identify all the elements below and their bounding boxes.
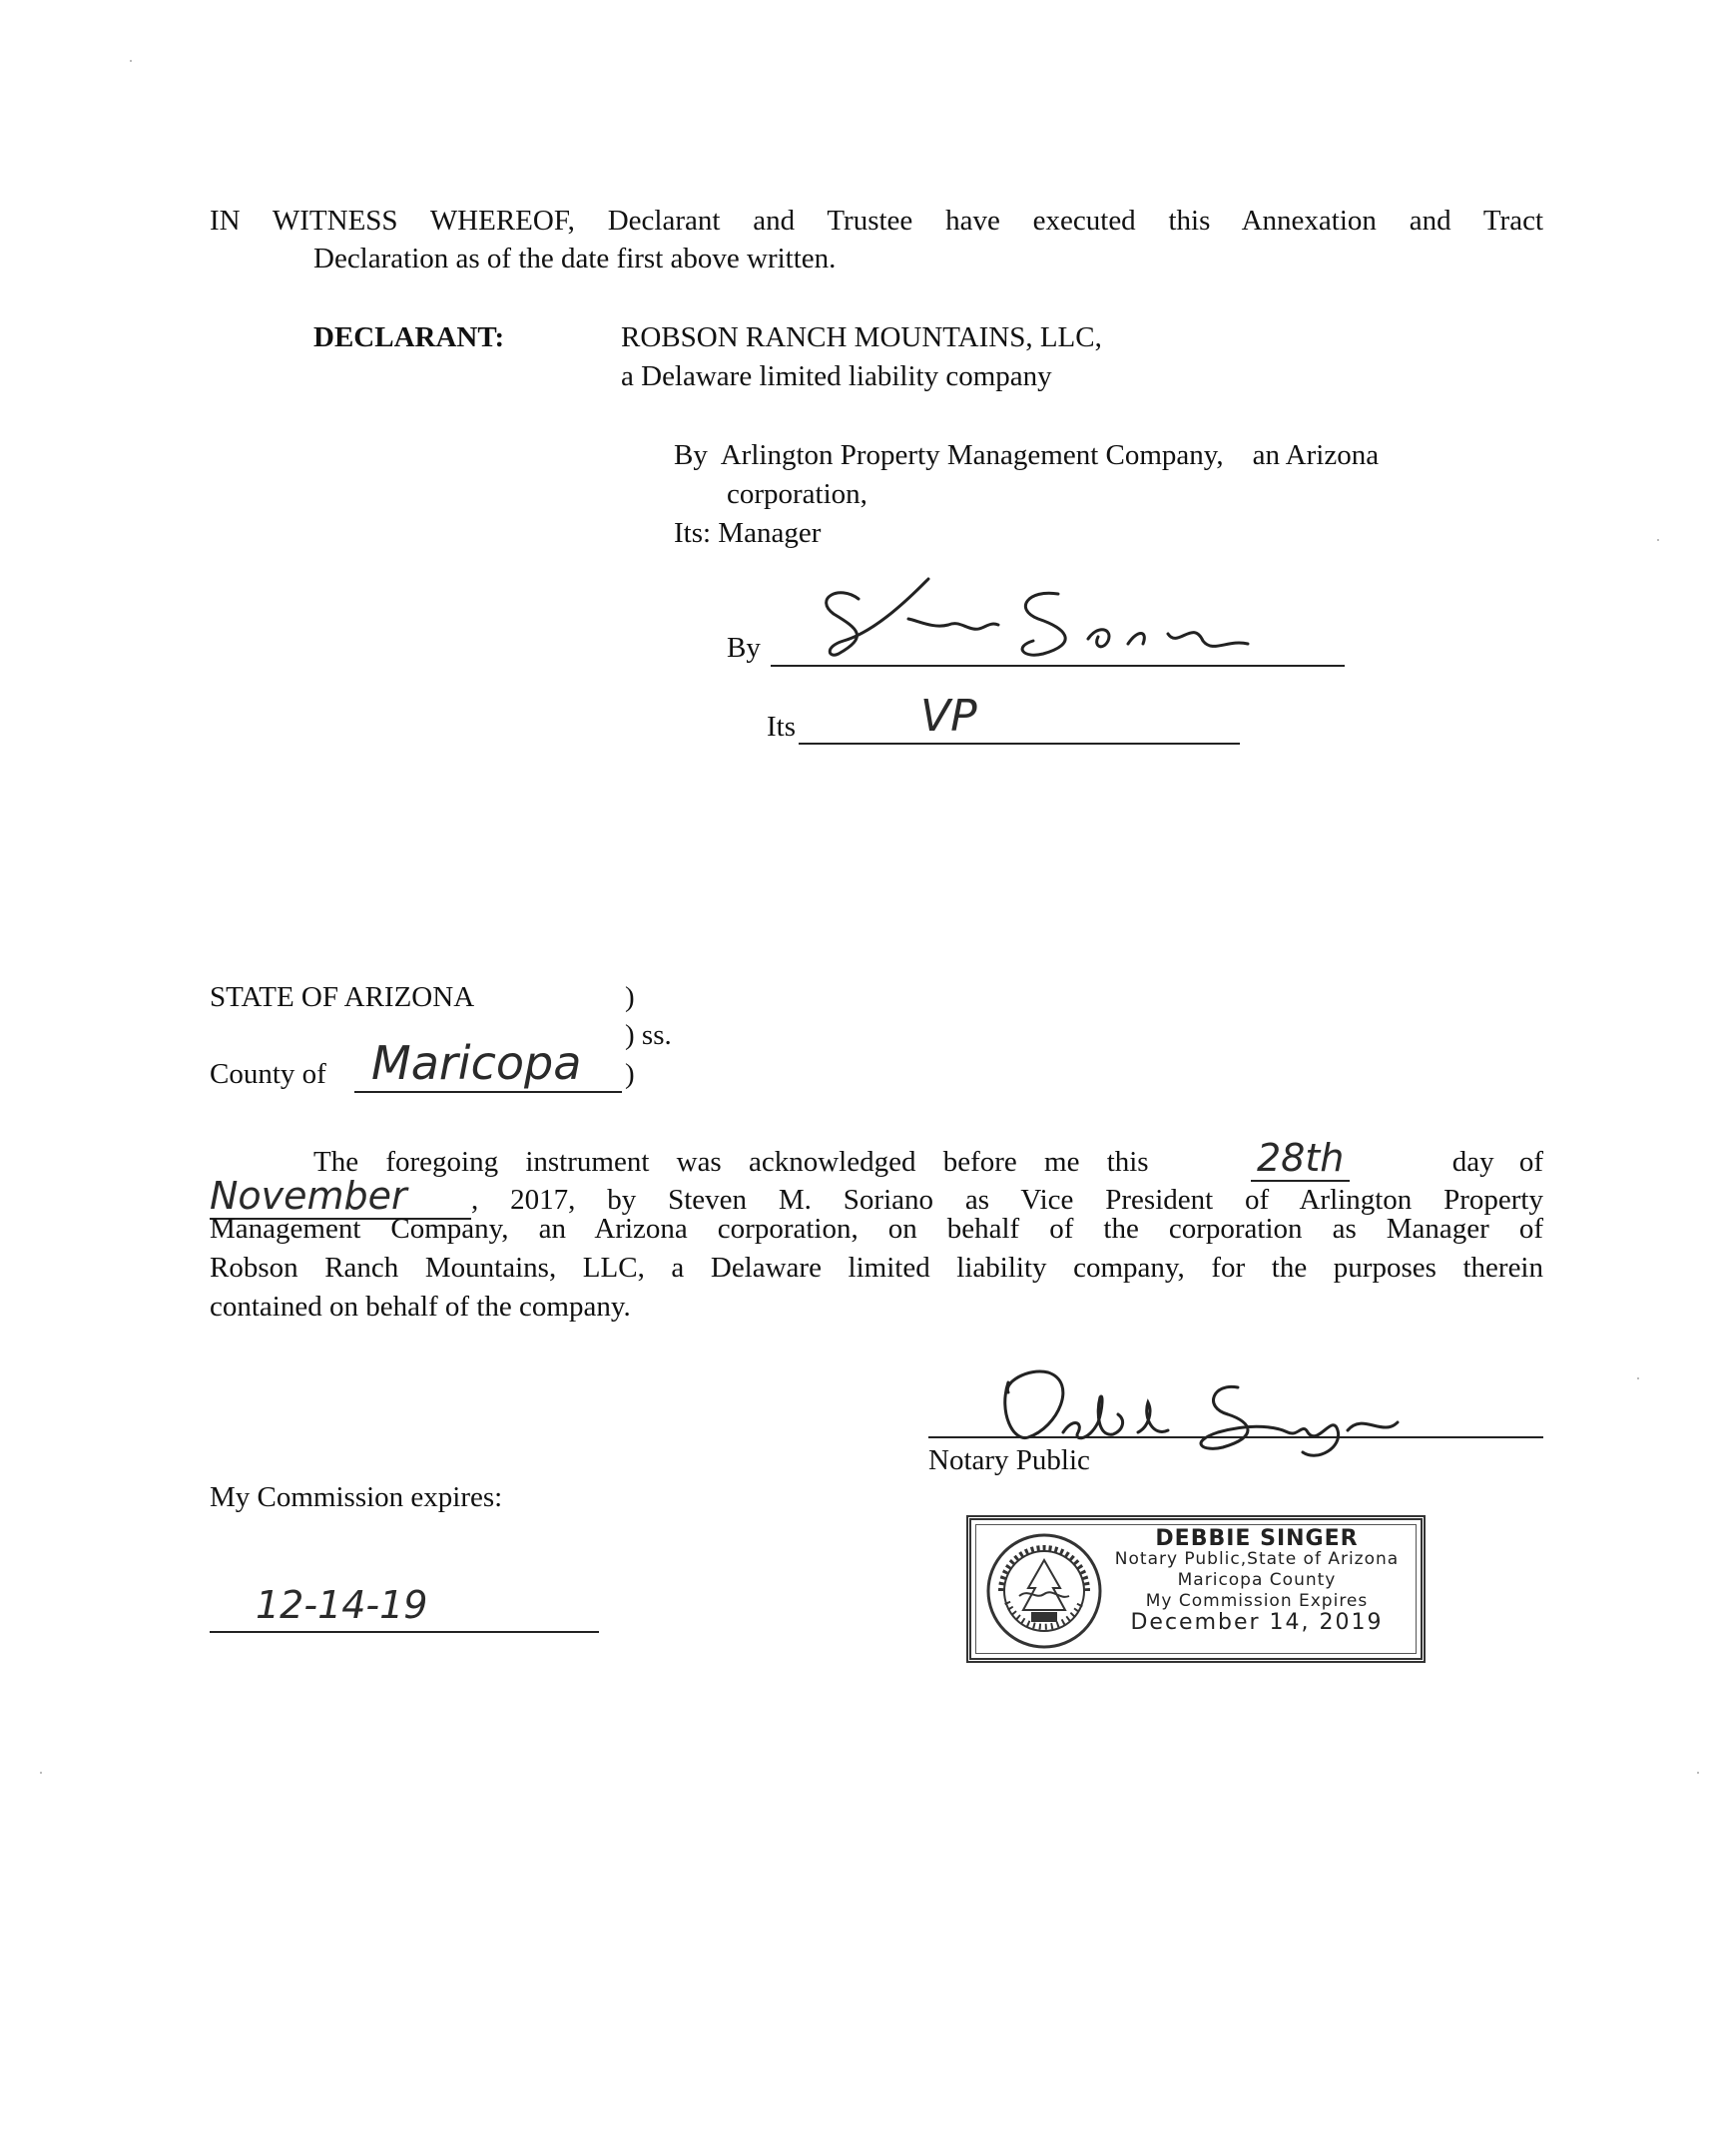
- stamp-line-3: My Commission Expires: [1145, 1591, 1369, 1611]
- declarant-signature: [799, 559, 1278, 674]
- commission-label: My Commission expires:: [210, 1481, 503, 1513]
- by-manager-line-2: corporation,: [727, 478, 867, 510]
- by-label: By: [727, 632, 761, 664]
- ack-day-handwritten: 28th: [1251, 1136, 1350, 1182]
- ack-day-of: day of: [1451, 1146, 1543, 1178]
- state-of-arizona: STATE OF ARIZONA: [210, 981, 475, 1013]
- notary-public-label: Notary Public: [928, 1444, 1090, 1476]
- its-manager: Its: Manager: [674, 517, 822, 549]
- stamp-line-1: Notary Public,State of Arizona: [1114, 1549, 1400, 1569]
- ack-month-handwritten: November: [210, 1174, 471, 1220]
- county-line: [354, 1091, 622, 1093]
- ack-line-2-text: , 2017, by Steven M. Soriano as Vice President of Arlington Property: [471, 1184, 1543, 1216]
- venue-paren-1: ): [625, 981, 635, 1013]
- notary-signature-line: [928, 1436, 1543, 1438]
- ack-line-1-text: The foregoing instrument was acknowledged before me this: [313, 1146, 1149, 1178]
- stamp-date: December 14, 2019: [1130, 1610, 1384, 1635]
- venue-paren-3: ): [625, 1058, 635, 1090]
- its-label: Its: [767, 711, 796, 743]
- commission-handwritten: 12-14-19: [256, 1583, 428, 1627]
- state-seal-image: [983, 1530, 1105, 1652]
- ack-line-5: contained on behalf of the company.: [210, 1291, 631, 1323]
- county-handwritten: Maricopa: [371, 1036, 582, 1090]
- commission-line: [210, 1631, 599, 1633]
- its-handwritten: VP: [920, 691, 977, 742]
- by-manager-line-1: By Arlington Property Management Company, an Arizona: [674, 439, 1380, 471]
- its-line: [799, 743, 1240, 745]
- declarant-company: ROBSON RANCH MOUNTAINS, LLC,: [621, 321, 1102, 353]
- venue-ss: ) ss.: [625, 1019, 672, 1051]
- witness-line-1: IN WITNESS WHEREOF, Declarant and Trustee have executed this Annexation and Tract: [210, 205, 1543, 237]
- declarant-company-desc: a Delaware limited liability company: [621, 360, 1052, 392]
- ack-line-4: Robson Ranch Mountains, LLC, a Delaware limited liability company, for the purposes therein: [210, 1252, 1543, 1284]
- notary-stamp: [966, 1515, 1426, 1663]
- declarant-label: DECLARANT:: [313, 321, 505, 353]
- stamp-line-2: Maricopa County: [1177, 1570, 1337, 1590]
- witness-line-2: Declaration as of the date first above written.: [313, 243, 837, 274]
- ack-line-3: Management Company, an Arizona corporation, on behalf of the corporation as Manager of: [210, 1213, 1543, 1245]
- stamp-name: DEBBIE SINGER: [1155, 1526, 1359, 1551]
- county-label: County of: [210, 1058, 326, 1090]
